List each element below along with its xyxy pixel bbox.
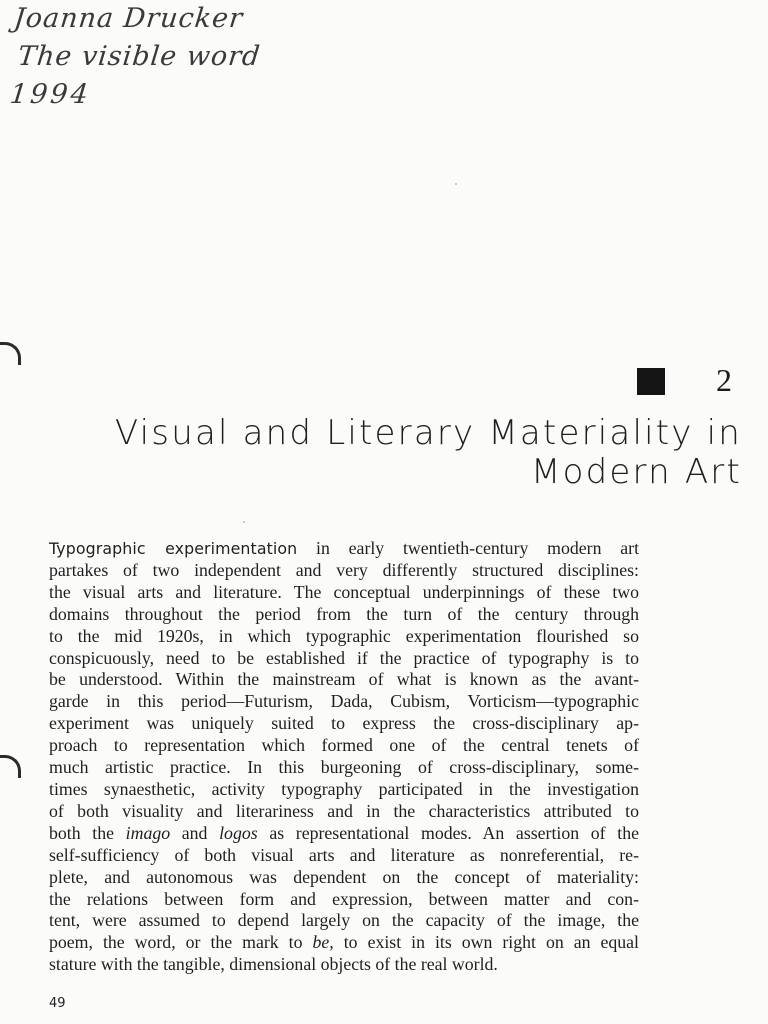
chapter-title-line: Visual and Literary Materiality in bbox=[114, 413, 742, 453]
chapter-title bbox=[42, 414, 742, 492]
text-line: of both visuality and literariness and in the characteristics attributed to bbox=[49, 800, 639, 821]
text-line: conspicuously, need to be established if the practice of typography is to bbox=[49, 647, 639, 668]
handwritten-book-title: The visible word bbox=[16, 41, 263, 72]
binding-edge-mark bbox=[0, 342, 21, 365]
text-line: experiment was uniquely suited to express the cross-disciplinary ap- bbox=[49, 713, 639, 734]
text-line: partakes of two independent and very differently structured disciplines: bbox=[49, 559, 639, 580]
italic-term: logos bbox=[219, 822, 258, 843]
binding-edge-mark bbox=[0, 755, 21, 778]
handwritten-author: Joanna Drucker bbox=[12, 3, 245, 34]
chapter-title-line: Modern Art bbox=[531, 452, 742, 492]
text-line: domains throughout the period from the turn of the century through bbox=[49, 603, 639, 624]
text-line: both the imago and logos as representational modes. An assertion of the bbox=[49, 822, 639, 843]
scan-speck bbox=[243, 521, 245, 523]
scan-speck bbox=[455, 183, 457, 185]
text-line: much artistic practice. In this burgeoning of cross-disciplinary, some- bbox=[49, 757, 639, 778]
text-line: stature with the tangible, dimensional objects of the real world. bbox=[49, 954, 498, 975]
text-line: the visual arts and literature. The conceptual underpinnings of these two bbox=[49, 581, 639, 602]
handwritten-annotation bbox=[4, 0, 306, 114]
text-line: self-sufficiency of both visual arts and literature as nonreferential, re- bbox=[49, 844, 639, 865]
handwritten-year: 1994 bbox=[8, 79, 93, 110]
text-line: be understood. Within the mainstream of what is known as the avant- bbox=[49, 669, 639, 690]
text-line: the relations between form and expression, between matter and con- bbox=[49, 888, 639, 909]
body-paragraph bbox=[49, 538, 639, 976]
chapter-number: 2 bbox=[716, 362, 732, 398]
text-line: times synaesthetic, activity typography participated in the investigation bbox=[49, 778, 639, 799]
chapter-marker-square bbox=[637, 368, 665, 395]
italic-term: be, bbox=[312, 932, 334, 953]
lead-in-text: Typographic experimentation bbox=[49, 539, 298, 558]
text-line: garde in this period—Futurism, Dada, Cubism, Vorticism—typographic bbox=[49, 691, 639, 712]
text-line: to the mid 1920s, in which typographic experimentation flourished so bbox=[49, 625, 639, 646]
text-line: tent, were assumed to depend largely on the capacity of the image, the bbox=[49, 910, 639, 931]
italic-term: imago bbox=[125, 822, 171, 843]
text-line: proach to representation which formed one of the central tenets of bbox=[49, 735, 639, 756]
text-line: poem, the word, or the mark to be, to exist in its own right on an equal bbox=[49, 932, 639, 953]
text-line: plete, and autonomous was dependent on the concept of materiality: bbox=[49, 866, 639, 887]
page-number: 49 bbox=[49, 996, 66, 1011]
text-line: Typographic experimentation in early twentieth-century modern art bbox=[49, 538, 640, 558]
